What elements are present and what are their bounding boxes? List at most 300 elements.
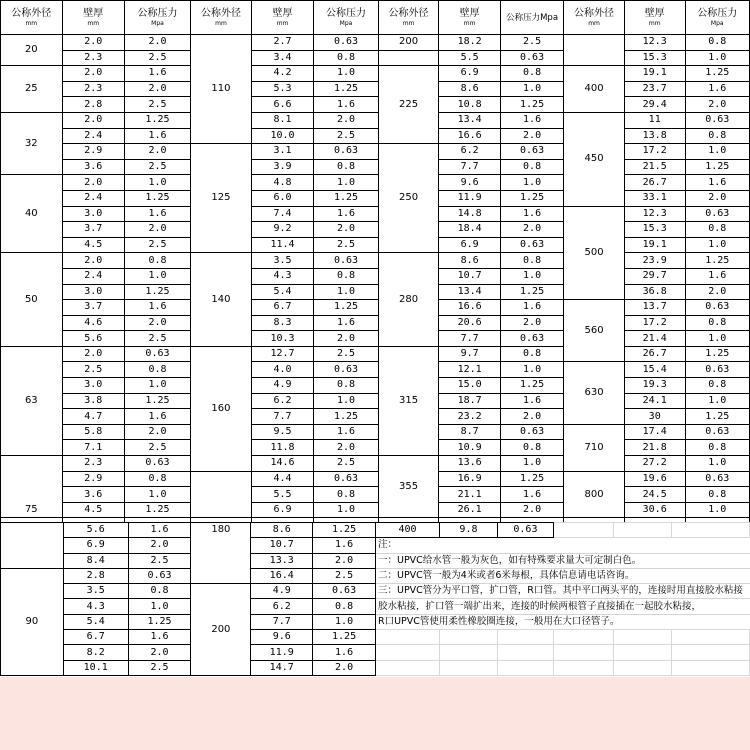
- wall-cell: 6.9: [439, 237, 501, 253]
- pressure-cell: 0.8: [685, 128, 750, 144]
- wall-cell: 4.5: [62, 237, 124, 253]
- pressure-cell: 1.0: [313, 614, 376, 629]
- wall-cell: 2.0: [62, 112, 124, 128]
- pressure-cell: 1.0: [124, 175, 190, 191]
- pressure-cell: 1.0: [685, 393, 750, 409]
- wall-cell: 16.4: [251, 568, 313, 583]
- pressure-cell: 1.6: [685, 81, 750, 97]
- header-pressure-unit: Mpa: [339, 19, 353, 27]
- pressure-cell: 0.8: [500, 440, 563, 456]
- table-row: [1, 222, 750, 238]
- pressure-cell: 2.5: [314, 456, 378, 472]
- pressure-cell: 0.8: [685, 222, 750, 238]
- wall-cell: 3.7: [62, 222, 124, 238]
- od-cell: 315: [378, 346, 439, 455]
- header-od-unit: mm: [588, 19, 600, 27]
- empty-cell: [375, 630, 439, 645]
- pressure-cell: 2.5: [314, 237, 378, 253]
- wall-cell: 4.5: [62, 502, 124, 518]
- table-row: [1, 538, 750, 553]
- wall-cell: 10.0: [251, 128, 313, 144]
- empty-cell: [671, 645, 749, 660]
- header-wall: [439, 1, 501, 35]
- pressure-cell: 1.6: [124, 66, 190, 82]
- pressure-cell: 2.0: [313, 553, 376, 568]
- spec-cell: 9.8: [439, 523, 497, 538]
- pressure-cell: 2.0: [685, 284, 750, 300]
- wall-cell: 2.9: [62, 144, 124, 160]
- table-row: [1, 112, 750, 128]
- wall-cell: 9.5: [251, 424, 313, 440]
- empty-cell: [613, 645, 671, 660]
- wall-cell: 2.4: [62, 268, 124, 284]
- table-row: [1, 66, 750, 82]
- pressure-cell: 1.0: [124, 487, 190, 503]
- pressure-cell: 1.6: [685, 175, 750, 191]
- wall-cell: 17.4: [624, 424, 685, 440]
- pressure-cell: 1.25: [685, 409, 750, 425]
- table-row: [1, 253, 750, 269]
- wall-cell: 14.7: [251, 660, 313, 675]
- pressure-cell: 0.8: [685, 378, 750, 394]
- od-cell: 800: [564, 471, 625, 518]
- wall-cell: 7.7: [439, 159, 501, 175]
- pressure-cell: 1.0: [124, 268, 190, 284]
- pressure-cell: 1.25: [685, 159, 750, 175]
- wall-cell: 9.7: [439, 346, 501, 362]
- wall-cell: 11: [624, 112, 685, 128]
- wall-cell: 11.8: [251, 440, 313, 456]
- wall-cell: 2.7: [251, 35, 313, 51]
- pressure-cell: 1.6: [124, 128, 190, 144]
- pressure-cell: 0.63: [314, 471, 378, 487]
- wall-cell: 33.1: [624, 190, 685, 206]
- wall-cell: 30: [624, 409, 685, 425]
- wall-cell: 5.6: [62, 331, 124, 347]
- header-od: [378, 1, 439, 35]
- wall-cell: 8.4: [63, 553, 128, 568]
- wall-cell: 36.8: [624, 284, 685, 300]
- pressure-cell: 2.0: [500, 409, 563, 425]
- wall-cell: 10.7: [251, 538, 313, 553]
- pressure-cell: 0.63: [313, 584, 376, 599]
- wall-cell: 3.6: [62, 487, 124, 503]
- pressure-cell: 0.8: [314, 268, 378, 284]
- pressure-cell: 1.6: [128, 630, 191, 645]
- wall-cell: 3.6: [62, 159, 124, 175]
- spec-cell: 400: [375, 523, 439, 538]
- header-pressure-label: 公称压力: [697, 7, 738, 19]
- wall-cell: 4.9: [251, 584, 313, 599]
- wall-cell: 5.6: [63, 523, 128, 538]
- pressure-cell: 0.8: [124, 253, 190, 269]
- wall-cell: 2.3: [62, 456, 124, 472]
- pressure-cell: 1.0: [685, 456, 750, 472]
- od-cell: 200: [378, 35, 439, 51]
- pressure-cell: 2.0: [685, 97, 750, 113]
- pressure-cell: 2.5: [500, 35, 563, 51]
- wall-cell: 4.8: [251, 175, 313, 191]
- wall-cell: 8.7: [439, 424, 501, 440]
- pressure-cell: 2.0: [500, 128, 563, 144]
- pressure-cell: 1.0: [314, 502, 378, 518]
- wall-cell: 2.4: [62, 190, 124, 206]
- pressure-cell: 0.63: [124, 456, 190, 472]
- wall-cell: 2.3: [62, 50, 124, 66]
- wall-cell: 5.5: [251, 487, 313, 503]
- wall-cell: 8.1: [251, 112, 313, 128]
- wall-cell: 19.1: [624, 237, 685, 253]
- table-row: [1, 331, 750, 347]
- wall-cell: 11.9: [439, 190, 501, 206]
- pressure-cell: 0.8: [685, 487, 750, 503]
- empty-cell: [613, 523, 671, 538]
- table-row: [1, 378, 750, 394]
- empty-cell: [375, 645, 439, 660]
- pressure-cell: 1.25: [124, 502, 190, 518]
- empty-cell: [671, 660, 749, 675]
- empty-cell: [553, 523, 613, 538]
- pressure-cell: 0.8: [685, 35, 750, 51]
- table-row: [1, 128, 750, 144]
- pressure-cell: 1.0: [124, 378, 190, 394]
- wall-cell: 6.0: [251, 190, 313, 206]
- wall-cell: 3.8: [62, 393, 124, 409]
- note-line: 二：UPVC管一般为4米或者6米每根，具体信息请电话咨询。: [375, 568, 749, 583]
- header-od-label: 公称外径: [200, 7, 241, 19]
- wall-cell: 8.6: [251, 523, 313, 538]
- pressure-cell: 1.6: [314, 206, 378, 222]
- header-wall: [251, 1, 313, 35]
- wall-cell: 26.7: [624, 175, 685, 191]
- wall-cell: 2.5: [62, 362, 124, 378]
- pressure-cell: 1.6: [500, 487, 563, 503]
- pressure-cell: 2.0: [124, 144, 190, 160]
- wall-cell: 17.2: [624, 144, 685, 160]
- wall-cell: 6.6: [251, 97, 313, 113]
- header-wall-unit: mm: [463, 19, 476, 27]
- wall-cell: 8.2: [63, 645, 128, 660]
- pressure-cell: 0.63: [128, 568, 191, 583]
- pressure-cell: 1.0: [685, 502, 750, 518]
- wall-cell: 12.7: [251, 346, 313, 362]
- pressure-cell: 0.63: [314, 35, 378, 51]
- wall-cell: 15.3: [624, 50, 685, 66]
- pressure-cell: 1.25: [500, 284, 563, 300]
- pressure-cell: 1.0: [685, 331, 750, 347]
- wall-cell: 20.6: [439, 315, 501, 331]
- wall-cell: 4.7: [62, 409, 124, 425]
- pressure-cell: 2.0: [124, 424, 190, 440]
- od-cell: 32: [1, 112, 63, 174]
- empty-cell: [439, 630, 497, 645]
- pressure-cell: 0.8: [314, 378, 378, 394]
- pressure-cell: 0.8: [500, 159, 563, 175]
- pressure-cell: 0.63: [685, 424, 750, 440]
- pressure-cell: 0.63: [685, 206, 750, 222]
- pressure-cell: 1.0: [685, 237, 750, 253]
- wall-cell: 7.7: [251, 614, 313, 629]
- table-row: [1, 97, 750, 113]
- pressure-cell: 1.25: [124, 112, 190, 128]
- table-row: [1, 456, 750, 472]
- pressure-cell: 2.5: [124, 331, 190, 347]
- pressure-cell: 1.6: [313, 645, 376, 660]
- header-od-unit: mm: [215, 19, 227, 27]
- wall-cell: 8.6: [439, 253, 501, 269]
- wall-cell: 3.7: [62, 300, 124, 316]
- table-row: [1, 346, 750, 362]
- pressure-cell: 0.63: [314, 144, 378, 160]
- pressure-cell: 1.25: [314, 300, 378, 316]
- table-row: [1, 81, 750, 97]
- note-line: R口UPVC管使用柔性橡胶圈连接，一般用在大口径管子。: [375, 614, 749, 629]
- wall-cell: 12.1: [439, 362, 501, 378]
- pressure-cell: 0.8: [500, 66, 563, 82]
- table-row: [1, 237, 750, 253]
- wall-cell: 18.7: [439, 393, 501, 409]
- pressure-cell: 2.0: [314, 440, 378, 456]
- wall-cell: 16.9: [439, 471, 501, 487]
- table-row: [1, 568, 750, 583]
- empty-cell: [553, 645, 613, 660]
- pressure-cell: 2.5: [124, 237, 190, 253]
- pressure-cell: 1.25: [124, 393, 190, 409]
- wall-cell: 21.4: [624, 331, 685, 347]
- pressure-cell: 1.6: [128, 523, 191, 538]
- header-wall: [624, 1, 685, 35]
- table-row: [1, 630, 750, 645]
- note-line: 一：UPVC给水管一般为灰色，如有特殊要求量大可定制白色。: [375, 553, 749, 568]
- wall-cell: 5.4: [63, 614, 128, 629]
- table-row: [1, 362, 750, 378]
- wall-cell: 5.3: [251, 81, 313, 97]
- od-cell: [191, 471, 252, 518]
- od-cell: 710: [564, 424, 625, 471]
- header-wall-unit: mm: [87, 19, 100, 27]
- pressure-cell: 1.25: [313, 523, 376, 538]
- wall-cell: 5.8: [62, 424, 124, 440]
- pressure-cell: 1.25: [124, 284, 190, 300]
- pressure-cell: 0.63: [314, 362, 378, 378]
- wall-cell: 13.4: [439, 284, 501, 300]
- pressure-cell: 2.5: [124, 97, 190, 113]
- od-cell: [564, 35, 625, 66]
- wall-cell: 24.1: [624, 393, 685, 409]
- pressure-cell: 0.63: [685, 112, 750, 128]
- wall-cell: 15.3: [624, 222, 685, 238]
- wall-cell: 10.8: [439, 97, 501, 113]
- table-row: [1, 599, 750, 614]
- pressure-cell: 1.0: [500, 268, 563, 284]
- wall-cell: 5.4: [251, 284, 313, 300]
- pipe-spec-table-bottom: [0, 522, 750, 677]
- header-od: [191, 1, 252, 35]
- wall-cell: 13.6: [439, 456, 501, 472]
- pressure-cell: 2.0: [128, 538, 191, 553]
- pressure-cell: 0.63: [500, 331, 563, 347]
- pressure-cell: 1.0: [314, 284, 378, 300]
- pressure-cell: 1.6: [500, 300, 563, 316]
- pressure-cell: 0.63: [685, 471, 750, 487]
- wall-cell: 7.7: [251, 409, 313, 425]
- pressure-cell: 0.8: [314, 159, 378, 175]
- wall-cell: 4.9: [251, 378, 313, 394]
- table-row: [1, 471, 750, 487]
- table-row: [1, 144, 750, 160]
- wall-cell: 3.4: [251, 50, 313, 66]
- pressure-cell: 1.25: [685, 346, 750, 362]
- header-pressure: [685, 1, 750, 35]
- wall-cell: 9.6: [439, 175, 501, 191]
- header-wall: [62, 1, 124, 35]
- pressure-cell: 2.0: [124, 81, 190, 97]
- wall-cell: 29.4: [624, 97, 685, 113]
- header-od: [1, 1, 63, 35]
- pressure-cell: 1.25: [500, 378, 563, 394]
- wall-cell: 2.8: [63, 568, 128, 583]
- pressure-cell: 1.25: [314, 190, 378, 206]
- pressure-cell: 2.0: [500, 502, 563, 518]
- wall-cell: 18.2: [439, 35, 501, 51]
- wall-cell: 2.0: [62, 253, 124, 269]
- pressure-cell: 0.8: [314, 487, 378, 503]
- wall-cell: 3.9: [251, 159, 313, 175]
- od-cell: [1, 523, 64, 569]
- wall-cell: 30.6: [624, 502, 685, 518]
- table-row: [1, 50, 750, 66]
- wall-cell: 2.3: [62, 81, 124, 97]
- table-row: [1, 159, 750, 175]
- wall-cell: 12.3: [624, 206, 685, 222]
- od-cell: 355: [378, 456, 439, 518]
- pressure-cell: 2.5: [124, 159, 190, 175]
- wall-cell: 19.6: [624, 471, 685, 487]
- wall-cell: 8.6: [439, 81, 501, 97]
- wall-cell: 4.3: [63, 599, 128, 614]
- pressure-cell: 2.5: [128, 660, 191, 675]
- pressure-cell: 0.63: [685, 300, 750, 316]
- header-od-label: 公称外径: [11, 7, 52, 19]
- wall-cell: 6.2: [439, 144, 501, 160]
- wall-cell: 21.5: [624, 159, 685, 175]
- od-cell: 250: [378, 144, 439, 253]
- wall-cell: 9.6: [251, 630, 313, 645]
- header-wall-label: 壁厚: [644, 7, 665, 19]
- pressure-cell: 1.0: [500, 81, 563, 97]
- od-cell: 160: [191, 346, 252, 471]
- pressure-cell: 2.0: [313, 660, 376, 675]
- table-row: [1, 206, 750, 222]
- od-cell: 400: [564, 66, 625, 113]
- pressure-cell: 1.0: [314, 393, 378, 409]
- wall-cell: 23.9: [624, 253, 685, 269]
- table-row: [1, 487, 750, 503]
- wall-cell: 10.1: [63, 660, 128, 675]
- pressure-cell: 0.8: [500, 253, 563, 269]
- wall-cell: 13.7: [624, 300, 685, 316]
- pressure-cell: 1.0: [500, 175, 563, 191]
- wall-cell: 2.0: [62, 35, 124, 51]
- wall-cell: 2.0: [62, 346, 124, 362]
- wall-cell: 3.5: [63, 584, 128, 599]
- pressure-cell: 1.0: [500, 456, 563, 472]
- empty-cell: [613, 660, 671, 675]
- header-wall-unit: mm: [276, 19, 289, 27]
- wall-cell: 3.0: [62, 378, 124, 394]
- note-line: 注：: [375, 538, 749, 553]
- table-row: [1, 409, 750, 425]
- wall-cell: 19.1: [624, 66, 685, 82]
- pressure-cell: 1.25: [685, 253, 750, 269]
- wall-cell: 7.1: [62, 440, 124, 456]
- wall-cell: 4.2: [251, 66, 313, 82]
- wall-cell: 13.8: [624, 128, 685, 144]
- wall-cell: 26.7: [624, 346, 685, 362]
- wall-cell: 9.2: [251, 222, 313, 238]
- od-cell: 20: [1, 35, 63, 66]
- od-cell: 90: [1, 568, 64, 675]
- empty-cell: [439, 660, 497, 675]
- wall-cell: 29.7: [624, 268, 685, 284]
- table-row: [1, 268, 750, 284]
- pressure-cell: 1.25: [313, 630, 376, 645]
- pressure-cell: 1.25: [500, 190, 563, 206]
- wall-cell: 6.2: [251, 599, 313, 614]
- wall-cell: 6.9: [63, 538, 128, 553]
- pressure-cell: 1.0: [128, 599, 191, 614]
- pressure-cell: 0.63: [685, 362, 750, 378]
- wall-cell: 7.4: [251, 206, 313, 222]
- empty-cell: [553, 630, 613, 645]
- wall-cell: 10.9: [439, 440, 501, 456]
- header-row: [1, 1, 750, 35]
- pressure-cell: 0.63: [500, 144, 563, 160]
- wall-cell: 17.2: [624, 315, 685, 331]
- pressure-cell: 0.63: [500, 424, 563, 440]
- pressure-cell: 1.0: [314, 175, 378, 191]
- pipe-spec-table-lower: [0, 522, 750, 676]
- od-cell: 110: [191, 35, 252, 144]
- pressure-cell: 2.0: [124, 222, 190, 238]
- table-row: [1, 190, 750, 206]
- wall-cell: 5.5: [439, 50, 501, 66]
- pressure-cell: 2.5: [313, 568, 376, 583]
- wall-cell: 2.0: [62, 175, 124, 191]
- table-row: [1, 424, 750, 440]
- od-cell: 125: [191, 144, 252, 253]
- table-row: [1, 584, 750, 599]
- wall-cell: 23.7: [624, 81, 685, 97]
- pressure-cell: 0.8: [124, 471, 190, 487]
- empty-cell: [671, 630, 749, 645]
- table-row: [1, 660, 750, 675]
- spec-cell: 0.63: [497, 523, 553, 538]
- pressure-cell: 1.6: [500, 112, 563, 128]
- pressure-cell: 0.8: [128, 584, 191, 599]
- pressure-cell: 1.6: [313, 538, 376, 553]
- pressure-cell: 2.0: [500, 315, 563, 331]
- od-cell: 200: [191, 584, 251, 676]
- header-pressure-label: 公称压力: [325, 7, 366, 19]
- wall-cell: 26.1: [439, 502, 501, 518]
- pressure-cell: 1.25: [314, 81, 378, 97]
- od-cell: 75: [1, 456, 63, 518]
- empty-cell: [497, 660, 553, 675]
- od-cell: 63: [1, 346, 63, 455]
- header-wall-label: 壁厚: [459, 7, 480, 19]
- pressure-cell: 1.0: [685, 144, 750, 160]
